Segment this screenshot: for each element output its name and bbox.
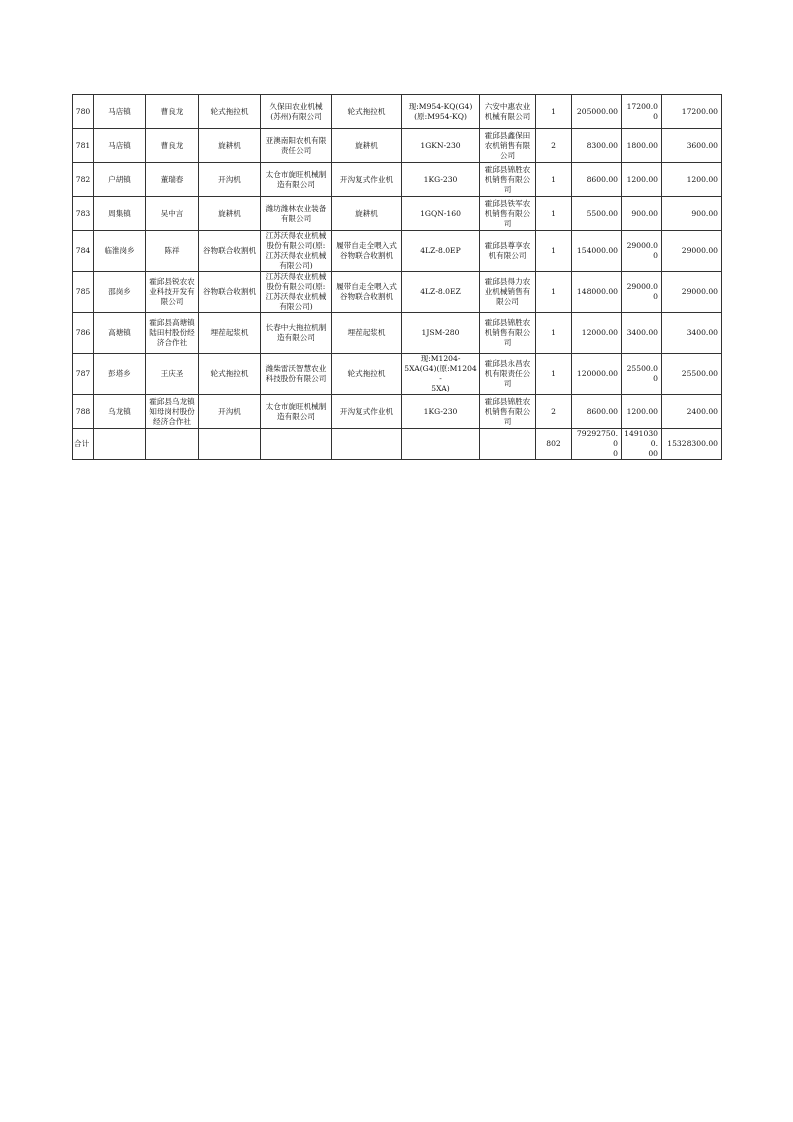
unit-subsidy-cell: 3400.00: [622, 313, 662, 354]
table-row: [73, 197, 722, 231]
product-cell: 轮式拖拉机: [332, 95, 402, 129]
buyer-cell: 曹良龙: [146, 95, 199, 129]
buyer-cell: 霍邱县乌龙镇 知母岗村股份 经济合作社: [146, 395, 199, 429]
buyer-cell: 曹良龙: [146, 129, 199, 163]
buyer-cell: 陈祥: [146, 231, 199, 272]
dealer-cell: 霍邱县鑫保田 农机销售有限 公司: [480, 129, 536, 163]
total-subsidy-cell: 1200.00: [662, 163, 722, 197]
table-row: [73, 129, 722, 163]
dealer-cell: 霍邱县锦胜农 机销售有限公 司: [480, 395, 536, 429]
manufacturer-cell: 潍坊潍林农业装备 有限公司: [261, 197, 332, 231]
product-cell: 履带自走全喂入式 谷物联合收割机: [332, 231, 402, 272]
model-cell: 1KG-230: [402, 163, 480, 197]
manufacturer-cell: 久保田农业机械 (苏州)有限公司: [261, 95, 332, 129]
unit-price-cell: 5500.00: [572, 197, 622, 231]
unit-price-cell: 8600.00: [572, 395, 622, 429]
total-subsidy-cell: 17200.00: [662, 95, 722, 129]
total-subsidy-cell: 25500.00: [662, 354, 722, 395]
unit-subsidy-cell: 29000.00: [622, 231, 662, 272]
total-row: [73, 429, 722, 460]
total-subsidy-cell: 2400.00: [662, 395, 722, 429]
category-cell: 轮式拖拉机: [199, 354, 261, 395]
cell-empty: [146, 429, 199, 460]
category-cell: 轮式拖拉机: [199, 95, 261, 129]
cell-empty: [94, 429, 146, 460]
row-number: 786: [73, 313, 94, 354]
quantity-cell: 2: [536, 129, 572, 163]
cell-empty: [402, 429, 480, 460]
category-cell: 谷物联合收割机: [199, 272, 261, 313]
dealer-cell: 霍邱县锦胜农 机销售有限公 司: [480, 163, 536, 197]
buyer-cell: 王庆圣: [146, 354, 199, 395]
row-number: 785: [73, 272, 94, 313]
unit-subsidy-cell: 900.00: [622, 197, 662, 231]
quantity-cell: 1: [536, 231, 572, 272]
town-cell: 彭塔乡: [94, 354, 146, 395]
dealer-cell: 霍邱县永昌农 机有限责任公 司: [480, 354, 536, 395]
manufacturer-cell: 长春中大拖拉机制 造有限公司: [261, 313, 332, 354]
total-qty: 802: [536, 429, 572, 460]
dealer-cell: 霍邱县得力农 业机械销售有 限公司: [480, 272, 536, 313]
cell-empty: [480, 429, 536, 460]
buyer-cell: 吴中言: [146, 197, 199, 231]
unit-price-cell: 8600.00: [572, 163, 622, 197]
table-row: [73, 354, 722, 395]
category-cell: 谷物联合收割机: [199, 231, 261, 272]
buyer-cell: 霍邱县高塘镇 陆田村股份经 济合作社: [146, 313, 199, 354]
table-row: [73, 231, 722, 272]
cell-empty: [261, 429, 332, 460]
dealer-cell: 六安中惠农业 机械有限公司: [480, 95, 536, 129]
category-cell: 旋耕机: [199, 197, 261, 231]
total-subsidy-cell: 29000.00: [662, 272, 722, 313]
manufacturer-cell: 潍柴雷沃智慧农业 科技股份有限公司: [261, 354, 332, 395]
buyer-cell: 董瑞春: [146, 163, 199, 197]
quantity-cell: 1: [536, 354, 572, 395]
table-row: [73, 163, 722, 197]
buyer-cell: 霍邱县锐农农 业科技开发有 限公司: [146, 272, 199, 313]
row-number: 782: [73, 163, 94, 197]
town-cell: 乌龙镇: [94, 395, 146, 429]
unit-price-cell: 205000.00: [572, 95, 622, 129]
unit-subsidy-cell: 25500.00: [622, 354, 662, 395]
dealer-cell: 霍邱县铁军农 机销售有限公 司: [480, 197, 536, 231]
town-cell: 周集镇: [94, 197, 146, 231]
quantity-cell: 1: [536, 163, 572, 197]
unit-price-cell: 12000.00: [572, 313, 622, 354]
total-label: 合计: [73, 429, 94, 460]
product-cell: 开沟复式作业机: [332, 395, 402, 429]
town-cell: 临淮岗乡: [94, 231, 146, 272]
quantity-cell: 1: [536, 95, 572, 129]
manufacturer-cell: 江苏沃得农业机械 股份有限公司(原: 江苏沃得农业机械 有限公司): [261, 231, 332, 272]
total-subsidy-cell: 3600.00: [662, 129, 722, 163]
subsidy-table: [72, 94, 722, 460]
unit-subsidy-cell: 17200.00: [622, 95, 662, 129]
model-cell: 现:M1204- 5XA(G4)(原:M1204- 5XA): [402, 354, 480, 395]
unit-subsidy-cell: 1800.00: [622, 129, 662, 163]
cell-empty: [199, 429, 261, 460]
product-cell: 轮式拖拉机: [332, 354, 402, 395]
manufacturer-cell: 亚澳南阳农机有限 责任公司: [261, 129, 332, 163]
table-body: [73, 95, 722, 429]
category-cell: 开沟机: [199, 163, 261, 197]
row-number: 781: [73, 129, 94, 163]
manufacturer-cell: 太仓市旋旺机械制 造有限公司: [261, 163, 332, 197]
model-cell: 4LZ-8.0EZ: [402, 272, 480, 313]
town-cell: 户胡镇: [94, 163, 146, 197]
unit-price-cell: 8300.00: [572, 129, 622, 163]
total-price: 79292750.0 0: [572, 429, 622, 460]
model-cell: 1KG-230: [402, 395, 480, 429]
town-cell: 马店镇: [94, 95, 146, 129]
row-number: 780: [73, 95, 94, 129]
product-cell: 履带自走全喂入式 谷物联合收割机: [332, 272, 402, 313]
quantity-cell: 1: [536, 272, 572, 313]
model-cell: 1JSM-280: [402, 313, 480, 354]
product-cell: 埋茬起浆机: [332, 313, 402, 354]
model-cell: 1GKN-230: [402, 129, 480, 163]
quantity-cell: 2: [536, 395, 572, 429]
model-cell: 现:M954-KQ(G4) (原:M954-KQ): [402, 95, 480, 129]
product-cell: 开沟复式作业机: [332, 163, 402, 197]
manufacturer-cell: 江苏沃得农业机械 股份有限公司(原: 江苏沃得农业机械 有限公司): [261, 272, 332, 313]
row-number: 787: [73, 354, 94, 395]
category-cell: 旋耕机: [199, 129, 261, 163]
quantity-cell: 1: [536, 313, 572, 354]
unit-subsidy-cell: 1200.00: [622, 163, 662, 197]
category-cell: 埋茬起浆机: [199, 313, 261, 354]
table-row: [73, 395, 722, 429]
unit-subsidy-cell: 1200.00: [622, 395, 662, 429]
quantity-cell: 1: [536, 197, 572, 231]
manufacturer-cell: 太仓市旋旺机械制 造有限公司: [261, 395, 332, 429]
table-row: [73, 95, 722, 129]
town-cell: 邵岗乡: [94, 272, 146, 313]
product-cell: 旋耕机: [332, 129, 402, 163]
dealer-cell: 霍邱县尊享农 机有限公司: [480, 231, 536, 272]
model-cell: 4LZ-8.0EP: [402, 231, 480, 272]
total-subsidy-cell: 3400.00: [662, 313, 722, 354]
unit-price-cell: 120000.00: [572, 354, 622, 395]
town-cell: 高塘镇: [94, 313, 146, 354]
unit-price-cell: 154000.00: [572, 231, 622, 272]
row-number: 788: [73, 395, 94, 429]
unit-price-cell: 148000.00: [572, 272, 622, 313]
row-number: 784: [73, 231, 94, 272]
total-subsidy: 14910300. 00: [622, 429, 662, 460]
category-cell: 开沟机: [199, 395, 261, 429]
product-cell: 旋耕机: [332, 197, 402, 231]
unit-subsidy-cell: 29000.00: [622, 272, 662, 313]
cell-empty: [332, 429, 402, 460]
total-subsidy-cell: 900.00: [662, 197, 722, 231]
dealer-cell: 霍邱县锦胜农 机销售有限公 司: [480, 313, 536, 354]
table-row: [73, 272, 722, 313]
total-amount: 15328300.00: [662, 429, 722, 460]
model-cell: 1GQN-160: [402, 197, 480, 231]
total-subsidy-cell: 29000.00: [662, 231, 722, 272]
town-cell: 马店镇: [94, 129, 146, 163]
table-row: [73, 313, 722, 354]
row-number: 783: [73, 197, 94, 231]
